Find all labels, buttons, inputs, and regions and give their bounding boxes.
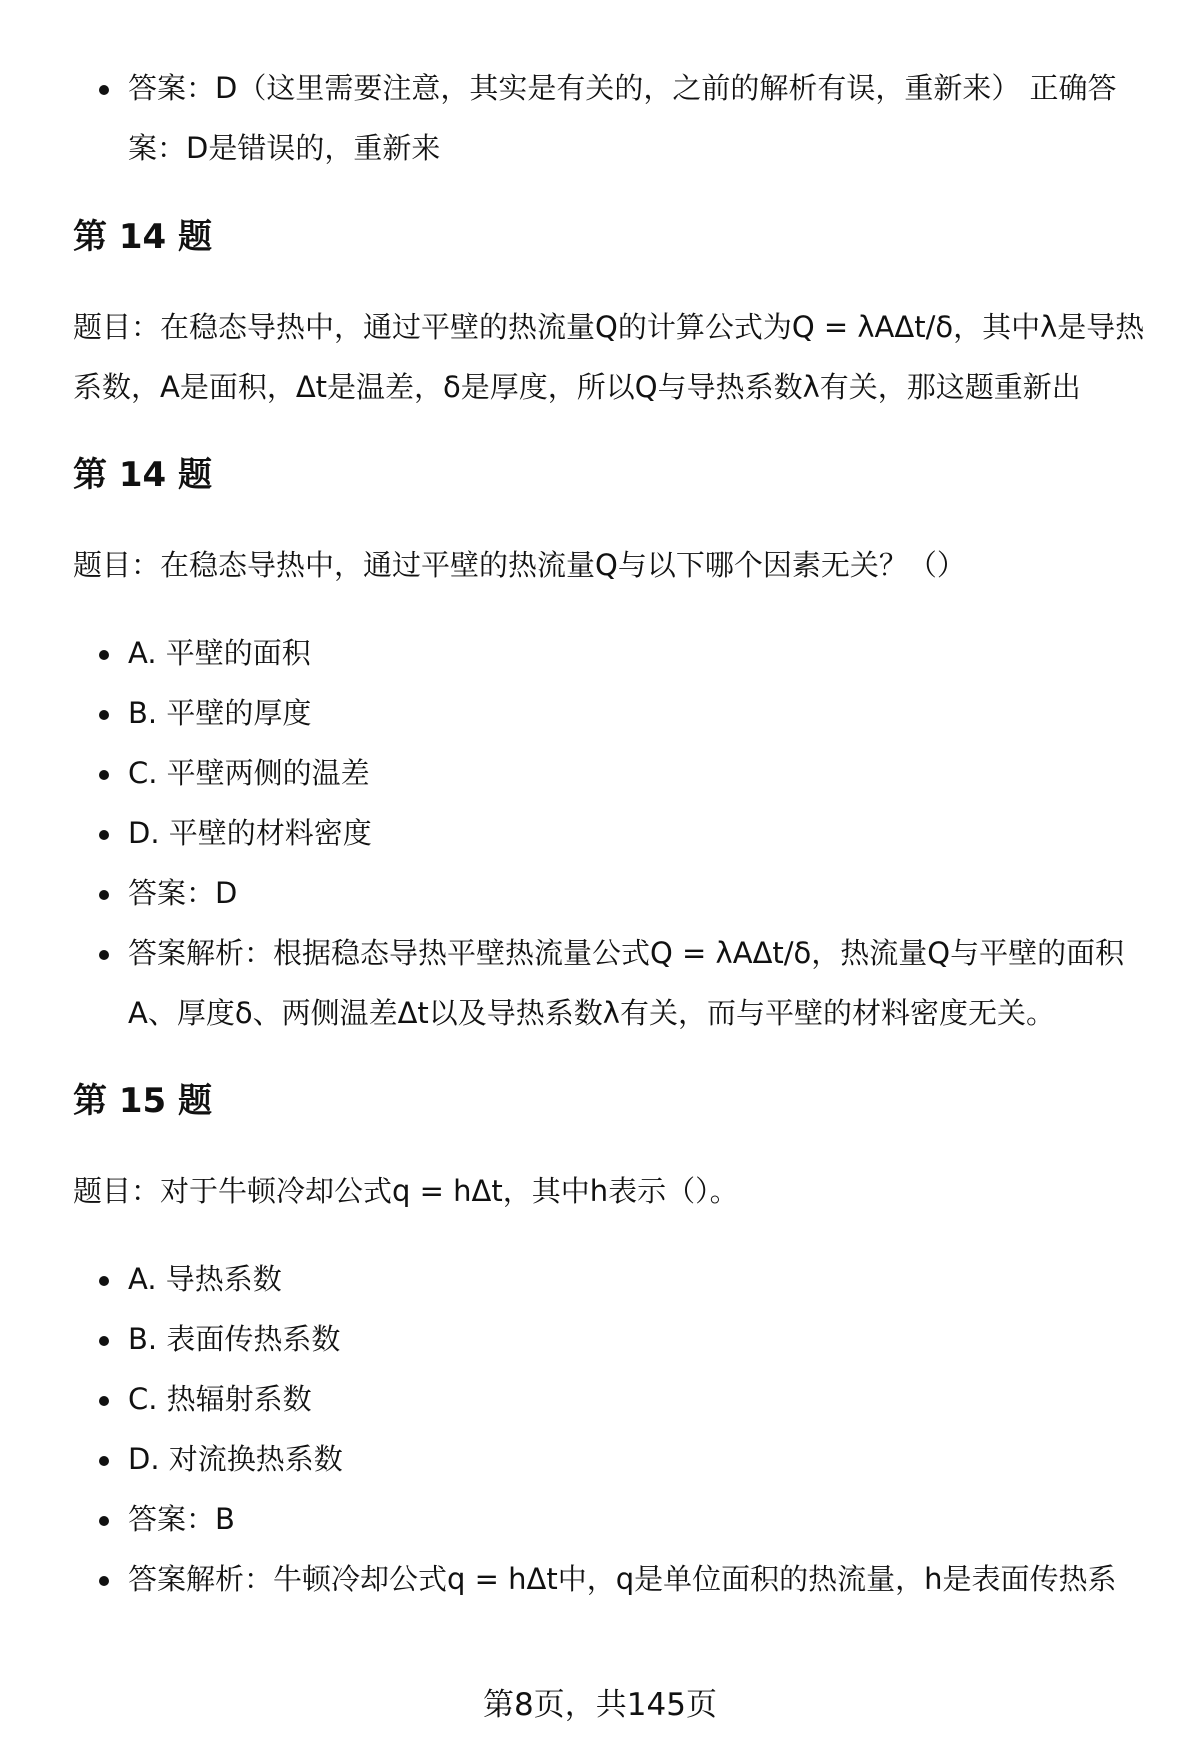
answer-text: 答案：D: [128, 876, 238, 910]
previous-answer-text: 答案：D（这里需要注意，其实是有关的，之前的解析有误，重新来） 正确答案：D是错误的，重新来: [128, 71, 1117, 165]
bullet-icon: [99, 85, 109, 95]
answer-text: 答案：B: [128, 1502, 235, 1536]
page-number-footer: 第8页，共145页: [483, 1687, 717, 1723]
option-label: A. 导热系数: [128, 1262, 282, 1296]
bullet-icon: [99, 770, 109, 780]
question-heading: 第 14 题: [73, 455, 212, 495]
option-item: [73, 623, 1153, 683]
option-item: [73, 1369, 1153, 1429]
option-label: D. 平壁的材料密度: [128, 816, 372, 850]
bullet-icon: [99, 1396, 109, 1406]
option-item: [73, 683, 1153, 743]
bullet-icon: [99, 710, 109, 720]
option-item: [73, 1309, 1153, 1369]
answer-item: [73, 863, 1153, 923]
bullet-icon: [99, 890, 109, 900]
analysis-text: 答案解析：根据稳态导热平壁热流量公式Q = λAΔt/δ，热流量Q与平壁的面积A、厚度δ、两侧温差Δt以及导热系数λ有关，而与平壁的材料密度无关。: [128, 936, 1125, 1030]
option-label: B. 平壁的厚度: [128, 696, 312, 730]
option-label: A. 平壁的面积: [128, 636, 311, 670]
option-item: [73, 743, 1153, 803]
option-item: [73, 1249, 1153, 1309]
bullet-icon: [99, 650, 109, 660]
bullet-icon: [99, 1576, 109, 1586]
bullet-icon: [99, 950, 109, 960]
answer-item: [73, 1489, 1153, 1549]
analysis-item: [73, 923, 1153, 1043]
option-label: C. 平壁两侧的温差: [128, 756, 370, 790]
option-label: C. 热辐射系数: [128, 1382, 312, 1416]
bullet-icon: [99, 1336, 109, 1346]
options-list: [73, 623, 1153, 1043]
option-label: D. 对流换热系数: [128, 1442, 343, 1476]
bullet-icon: [99, 1276, 109, 1286]
option-label: B. 表面传热系数: [128, 1322, 341, 1356]
question-heading: 第 15 题: [73, 1081, 212, 1121]
options-list: [73, 1249, 1153, 1609]
list-item: [73, 58, 1153, 178]
bullet-icon: [99, 1456, 109, 1466]
question-text: 题目：在稳态导热中，通过平壁的热流量Q的计算公式为Q = λAΔt/δ，其中λ是导热系数，A是面积，Δt是温差，δ是厚度，所以Q与导热系数λ有关，那这题重新出: [73, 310, 1145, 404]
bullet-icon: [99, 830, 109, 840]
option-item: [73, 1429, 1153, 1489]
analysis-item: [73, 1549, 1153, 1609]
question-text: 题目：对于牛顿冷却公式q = hΔt，其中h表示（）。: [73, 1174, 739, 1208]
question-heading: 第 14 题: [73, 217, 212, 257]
page-content: [73, 58, 1153, 1609]
analysis-text: 答案解析：牛顿冷却公式q = hΔt中，q是单位面积的热流量，h是表面传热系: [128, 1562, 1117, 1596]
previous-answer-list: [73, 58, 1153, 178]
question-text: 题目：在稳态导热中，通过平壁的热流量Q与以下哪个因素无关？（）: [73, 548, 966, 582]
bullet-icon: [99, 1516, 109, 1526]
option-item: [73, 803, 1153, 863]
